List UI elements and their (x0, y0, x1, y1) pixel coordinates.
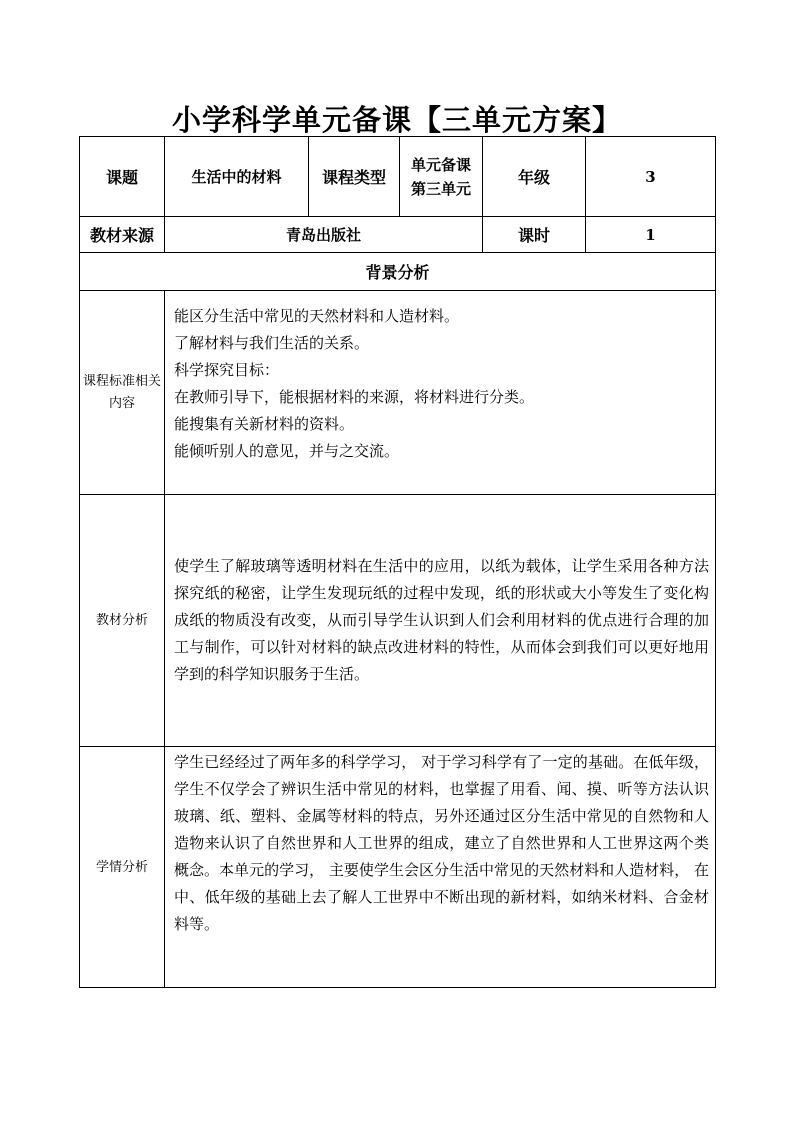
row-background-heading (80, 253, 716, 291)
row-standards (80, 291, 716, 495)
topic-label: 课题 (80, 137, 165, 217)
lesson-plan-table (79, 136, 716, 988)
source-label: 教材来源 (80, 217, 165, 253)
course-type-value: 单元备课第三单元 (400, 137, 483, 217)
row-student-analysis (80, 747, 716, 988)
standards-line: 科学探究目标： (174, 361, 280, 379)
student-content (165, 747, 716, 988)
standards-label-cell (80, 291, 165, 495)
background-heading: 背景分析 (80, 253, 716, 291)
standards-line: 了解材料与我们生活的关系。 (174, 334, 370, 352)
standards-content (165, 291, 716, 495)
standards-label: 课程标准相关内容 (83, 373, 162, 411)
student-paragraph: 学生已经经过了两年多的科学学习， 对于学习科学有了一定的基础。在低年级， 学生不仅学会了辨识生活中常见的材料，也掌握了用看、闻、摸、听等方法认识玻璃、纸、塑料、金属等材料的特点，另外还通过区分生活中常见的自然物和人造物来认识了自然世界和人工世界的组成，建立了自然世界和人工世界这两个类概念。本单元的学习， 主要使学生会区分生活中常见的天然材料和人造材料， 在中、低年级的基础上去了解人工世界中不断出现的新材料，如纳米材料、合金材料等。 (174, 753, 709, 933)
student-label: 学情分析 (80, 747, 165, 988)
row-source (80, 217, 716, 253)
hours-value: 1 (586, 217, 716, 253)
grade-label: 年级 (483, 137, 586, 217)
row-textbook-analysis (80, 495, 716, 747)
document-title: 小学科学单元备课【三单元方案】 (171, 103, 622, 137)
hours-label: 课时 (483, 217, 586, 253)
course-type-label: 课程类型 (309, 137, 400, 217)
source-value: 青岛出版社 (165, 217, 483, 253)
grade-value: 3 (586, 137, 716, 217)
standards-line: 在教师引导下，能根据材料的来源，将材料进行分类。 (174, 388, 535, 406)
topic-value: 生活中的材料 (165, 137, 309, 217)
row-topic (80, 137, 716, 217)
textbook-content (165, 495, 716, 747)
textbook-paragraph: 使学生了解玻璃等透明材料在生活中的应用，以纸为载体，让学生采用各种方法探究纸的秘密，让学生发现玩纸的过程中发现，纸的形状或大小等发生了变化构成纸的物质没有改变，从而引导学生认识到人们会利用材料的优点进行合理的加工与制作，可以针对材料的缺点改进材料的特性，从而体会到我们可以更好地用学到的科学知识服务于生活。 (174, 557, 709, 683)
textbook-label: 教材分析 (80, 495, 165, 747)
standards-line: 能区分生活中常见的天然材料和人造材料。 (174, 307, 460, 325)
standards-line: 能搜集有关新材料的资料。 (174, 415, 355, 433)
standards-line: 能倾听别人的意见，并与之交流。 (174, 442, 400, 460)
